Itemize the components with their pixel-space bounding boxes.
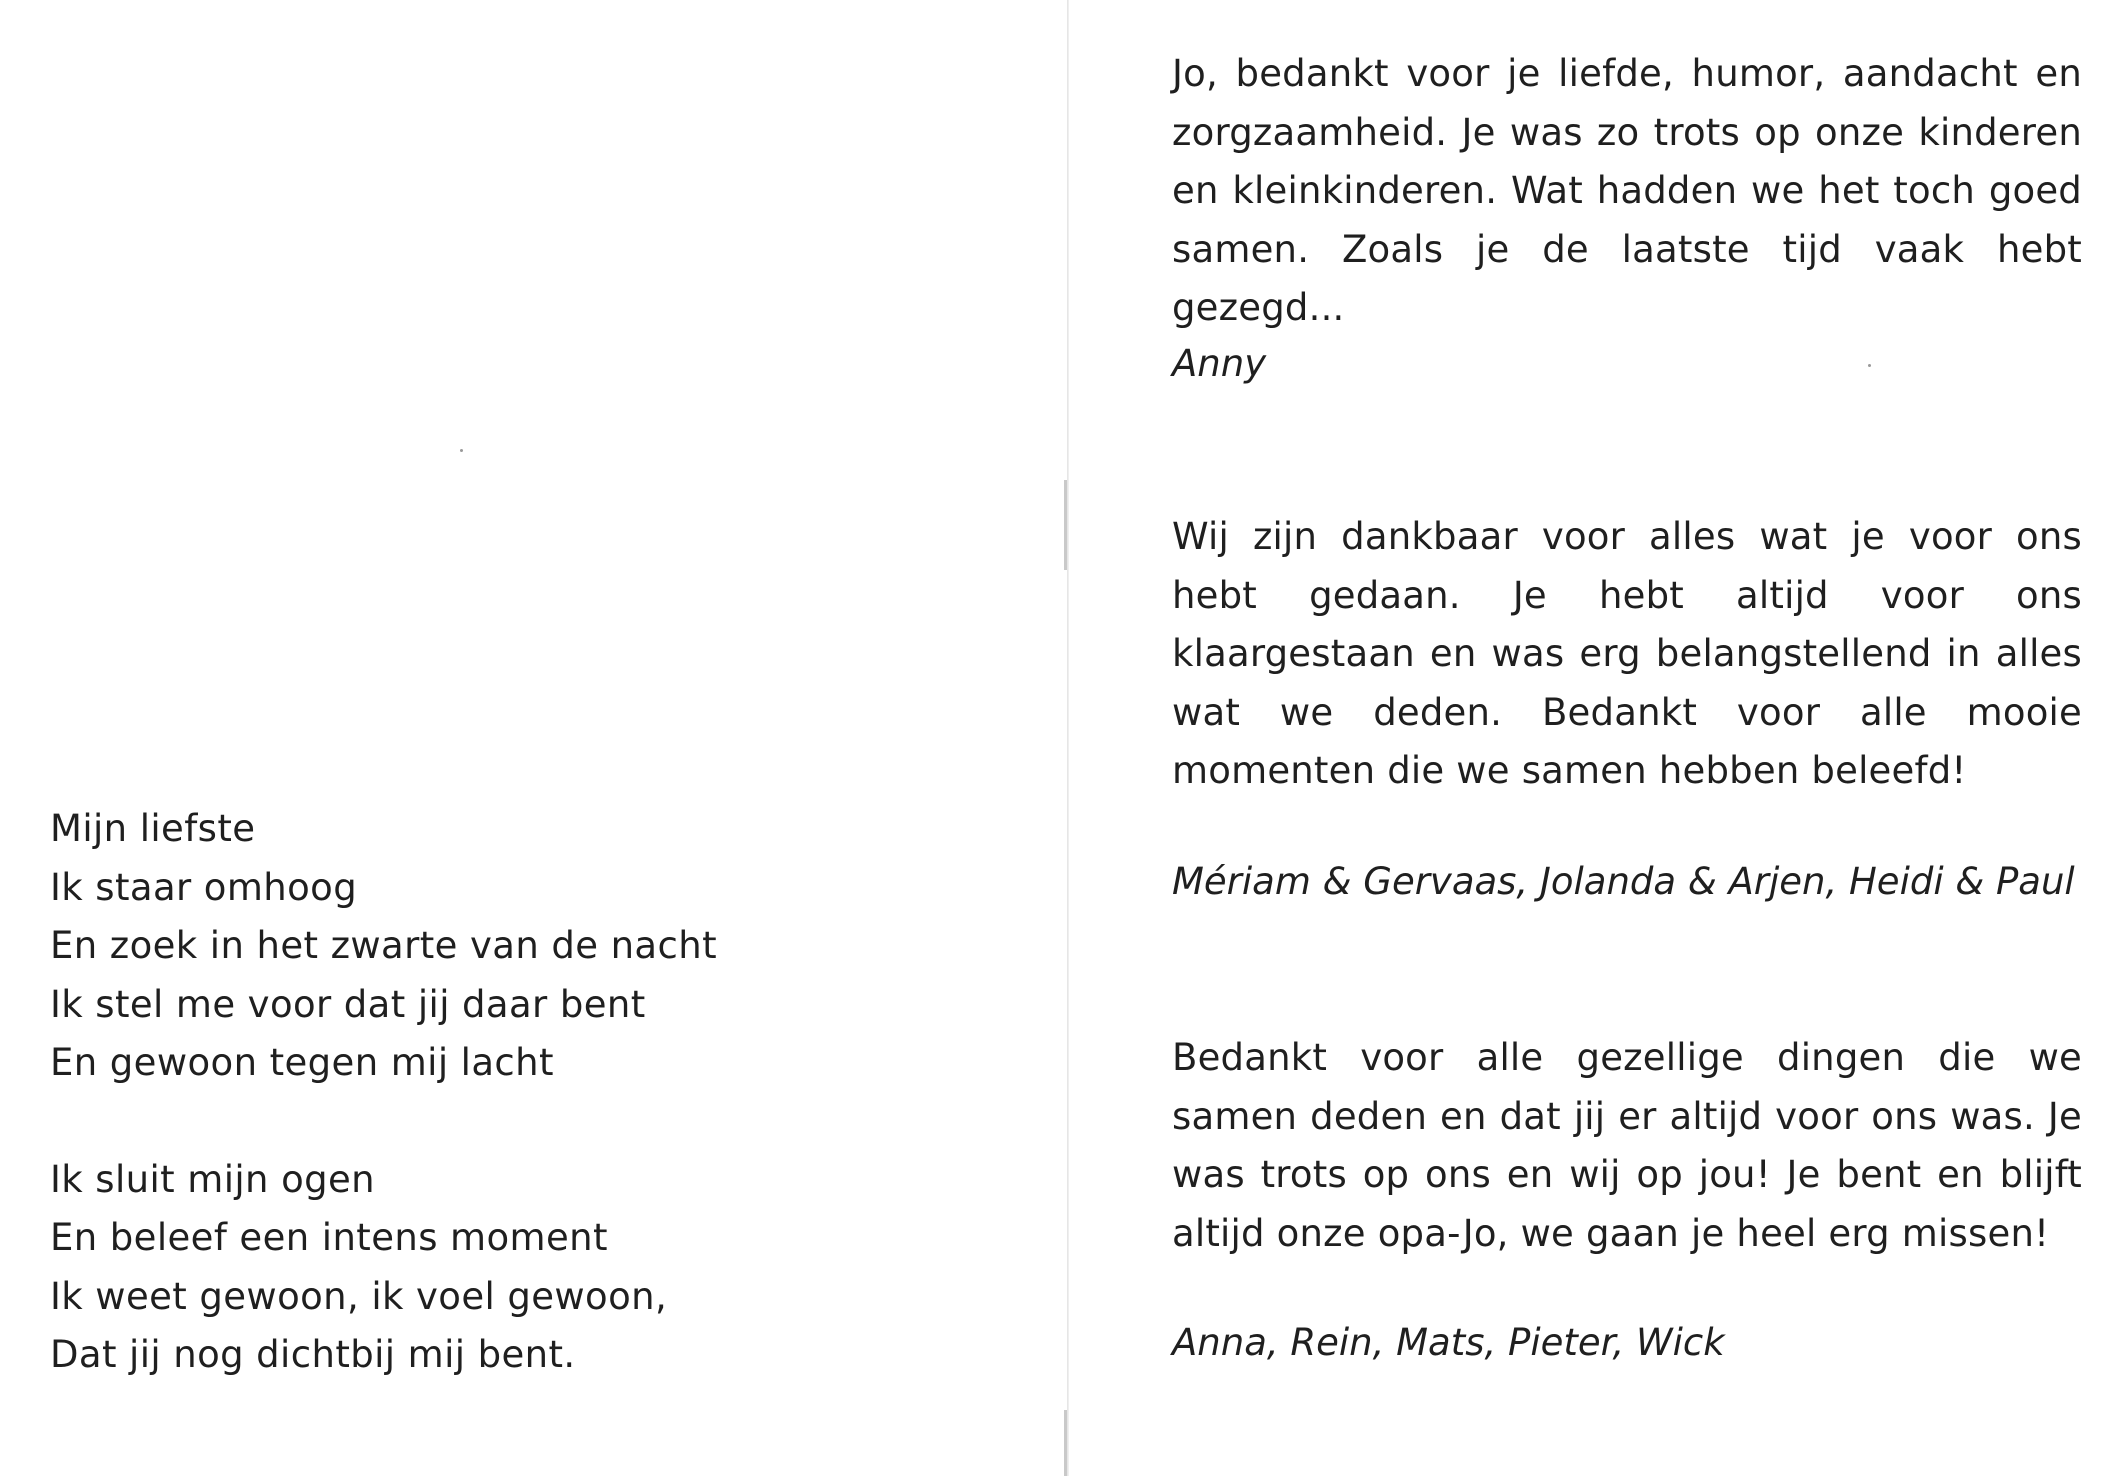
signature-grandchildren: Anna, Rein, Mats, Pieter, Wick — [1172, 1321, 1725, 1364]
poem-stanza-1 — [50, 800, 950, 1093]
poem-line: En gewoon tegen mij lacht — [50, 1041, 554, 1084]
poem — [50, 800, 950, 1385]
fold-mark — [1064, 480, 1067, 570]
message-grandchildren: Bedankt voor alle gezellige dingen die we samen deden en dat jij er altijd voor ons was. Je was trots op ons en wij op jou! Je bent en blijft altijd onze opa-Jo, we gaan je heel erg missen! — [1172, 1036, 2082, 1255]
poem-line: Dat jij nog dichtbij mij bent. — [50, 1333, 576, 1376]
signature-children: Mériam & Gervaas, Jolanda & Arjen, Heidi & Paul — [1172, 860, 2075, 903]
message-anny: Jo, bedankt voor je liefde, humor, aandacht en zorgzaamheid. Je was zo trots op onze kinderen en kleinkinderen. Wat hadden we het toch goed samen. Zoals je de laatste tijd vaak hebt gezegd... — [1172, 52, 2082, 329]
poem-line: En beleef een intens moment — [50, 1216, 608, 1259]
poem-line: En zoek in het zwarte van de nacht — [50, 924, 717, 967]
poem-line: Ik sluit mijn ogen — [50, 1157, 376, 1201]
poem-line: Ik staar omhoog — [50, 865, 358, 909]
poem-line: Mijn liefste — [50, 807, 256, 850]
poem-line: Ik stel me voor dat jij daar bent — [50, 982, 646, 1026]
scan-speck — [460, 449, 463, 452]
signature-anny: Anny — [1172, 342, 1267, 385]
stanza-gap — [50, 1093, 950, 1151]
scan-speck — [1868, 364, 1871, 367]
message-children: Wij zijn dankbaar voor alles wat je voor ons hebt gedaan. Je hebt altijd voor ons klaargestaan en was erg belangstellend in alles wat we deden. Bedankt voor alle mooie momenten die we samen hebben beleefd! — [1172, 515, 2082, 792]
poem-line: Ik weet gewoon, ik voel gewoon, — [50, 1274, 668, 1318]
fold-mark — [1064, 1410, 1067, 1476]
poem-stanza-2 — [50, 1151, 950, 1385]
